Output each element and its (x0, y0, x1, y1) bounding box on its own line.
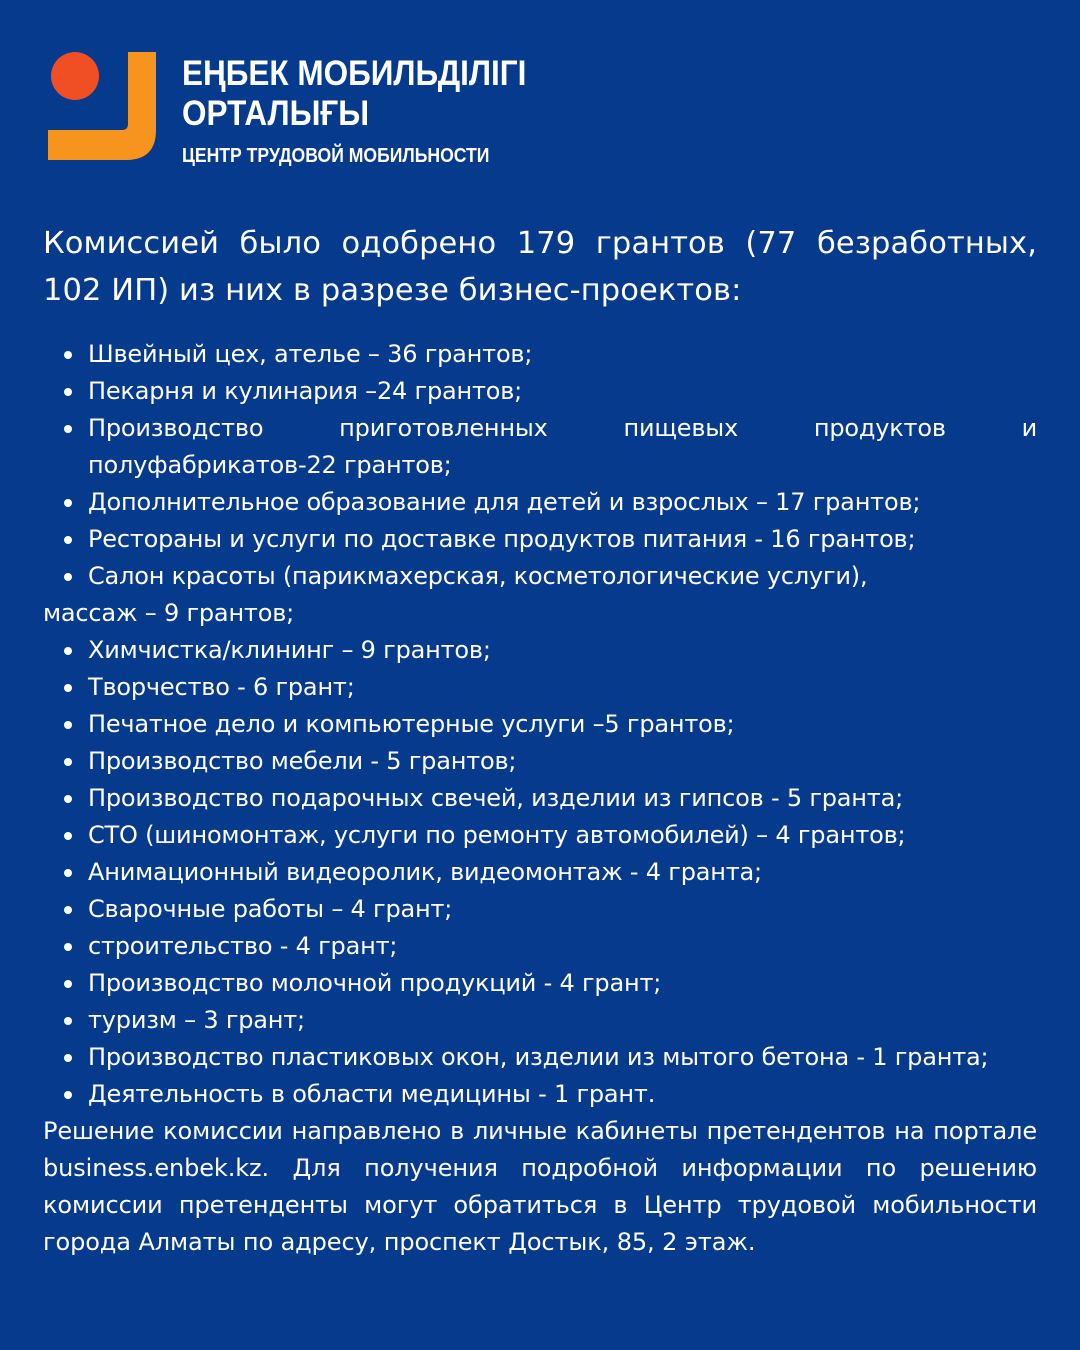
list-item: Производство пластиковых окон, изделии из мытого бетона - 1 гранта; (43, 1039, 1037, 1076)
logo-text (182, 54, 602, 168)
list-item: Печатное дело и компьютерные услуги –5 грантов; (43, 706, 1037, 743)
bullet-icon (64, 869, 72, 877)
bullet-icon (64, 388, 72, 396)
bullet-icon (64, 1017, 72, 1025)
logo-title-line1: ЕҢБЕК МОБИЛЬДІЛІГІ (182, 54, 527, 93)
bullet-icon (64, 684, 72, 692)
bullet-icon (64, 832, 72, 840)
logo (48, 52, 568, 167)
list-item: туризм – 3 грант; (43, 1002, 1037, 1039)
list-item: Химчистка/клининг – 9 грантов; (43, 632, 1037, 669)
list-item: Производство молочной продукций - 4 грант; (43, 965, 1037, 1002)
enbek-logo-icon (48, 52, 160, 164)
list-item: Деятельность в области медицины - 1 грант. (43, 1076, 1037, 1113)
list-item: Производство приготовленных пищевых продуктов и полуфабрикатов-22 грантов; (43, 410, 1037, 484)
bullet-icon (64, 980, 72, 988)
bullet-icon (64, 573, 72, 581)
list-item: Анимационный видеоролик, видеомонтаж - 4 гранта; (43, 854, 1037, 891)
list-item: СТО (шиномонтаж, услуги по ремонту автомобилей) – 4 грантов; (43, 817, 1037, 854)
bullet-icon (64, 499, 72, 507)
bullet-icon (64, 1091, 72, 1099)
bullet-icon (64, 1054, 72, 1062)
closing-paragraph: Решение комиссии направлено в личные кабинеты претендентов на портале business.enbek.kz. Для получения подробной информации по решению комиссии претенденты могут обратиться в Центр трудовой мобильности города Алматы по адресу, проспект Достык, 85, 2 этаж. (43, 1117, 1037, 1256)
list-item: Творчество - 6 грант; (43, 669, 1037, 706)
list-item: Швейный цех, ателье – 36 грантов; (43, 336, 1037, 373)
list-item: Салон красоты (парикмахерская, косметологические услуги), массаж – 9 грантов; (43, 562, 868, 627)
list-item: Дополнительное образование для детей и взрослых – 17 грантов; (43, 484, 1037, 521)
logo-title-line2: ОРТАЛЫҒЫ (182, 94, 370, 133)
bullet-icon (64, 536, 72, 544)
list-item: Рестораны и услуги по доставке продуктов питания - 16 грантов; (43, 521, 1037, 558)
bullet-icon (64, 647, 72, 655)
bullet-icon (64, 721, 72, 729)
bullet-icon (64, 425, 72, 433)
bullet-icon (64, 943, 72, 951)
list-item: Пекарня и кулинария –24 грантов; (43, 373, 1037, 410)
bullet-icon (64, 351, 72, 359)
list-item: Производство подарочных свечей, изделии из гипсов - 5 гранта; (43, 780, 1037, 817)
lead-paragraph: Комиссией было одобрено 179 грантов (77 безработных, 102 ИП) из них в разрезе бизнес-проектов: (43, 226, 1037, 308)
bullet-icon (64, 906, 72, 914)
list-item: строительство - 4 грант; (43, 928, 1037, 965)
logo-subtitle: ЦЕНТР ТРУДОВОЙ МОБИЛЬНОСТИ (182, 145, 490, 167)
list-item: Сварочные работы – 4 грант; (43, 891, 1037, 928)
bullet-icon (64, 758, 72, 766)
bullet-icon (64, 795, 72, 803)
grant-list (43, 336, 1037, 1113)
list-item: Производство мебели - 5 грантов; (43, 743, 1037, 780)
